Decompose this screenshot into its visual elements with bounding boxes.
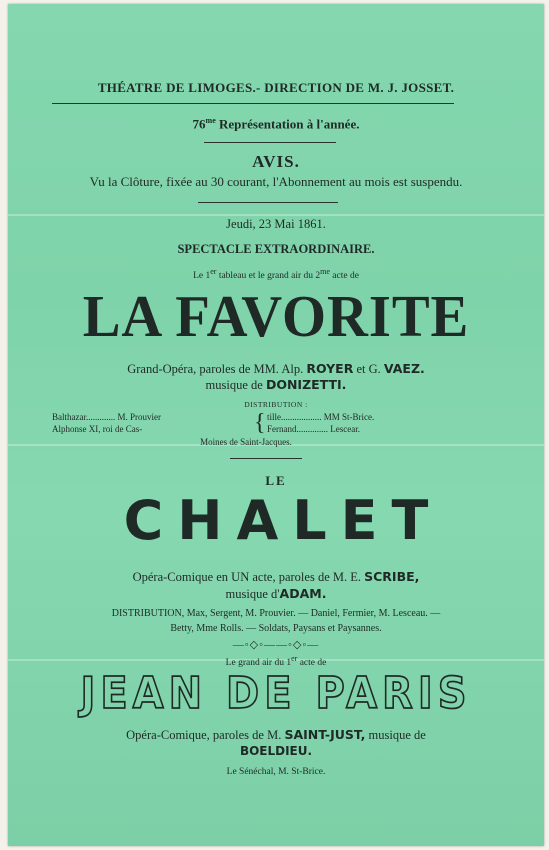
chalet-distribution-1: DISTRIBUTION, Max, Sergent, M. Prouvier. — Daniel, Fermier, M. Lesceau. — <box>111 608 441 619</box>
favorite-music: musique de DONIZETTI. <box>205 377 347 392</box>
distribution-label: DISTRIBUTION : <box>244 400 308 409</box>
favorite-intro: Le 1er tableau et le grand air du $2^{me}$ acte de <box>193 267 359 282</box>
jean-intro: Le grand air du 1er acte de <box>225 654 327 669</box>
jean-title: JEAN DE PARIS <box>80 669 472 719</box>
cast-left-2: Alphonse XI, roi de Cas- <box>52 424 143 434</box>
chalet-title: CHALET <box>123 489 443 552</box>
favorite-title: LA FAVORITE <box>82 283 470 349</box>
jean-composer: BOELDIEU. <box>239 744 313 758</box>
cast-right-1: tille.................. MM St-Brice. <box>267 412 375 422</box>
avis-title: AVIS. <box>252 152 300 171</box>
cast-bottom: Moines de Saint-Jacques. <box>200 437 292 447</box>
chalet-credits: Opéra-Comique en UN acte, paroles de M. E. SCRIBE, <box>132 569 420 584</box>
section-rule <box>230 458 302 459</box>
playbill-sheet <box>8 4 544 846</box>
brace: { <box>254 410 266 436</box>
paper-fold <box>8 214 544 216</box>
ornament-rule <box>198 202 338 203</box>
header-rule <box>52 103 454 104</box>
date-line: Jeudi, 23 Mai 1861. <box>226 217 326 231</box>
theatre-header: THÉATRE DE LIMOGES.- DIRECTION DE M. J. JOSSET. <box>97 80 455 95</box>
jean-credits: Opéra-Comique, paroles de M. SAINT-JUST, musique de <box>126 727 426 742</box>
ornament-rule <box>204 142 336 143</box>
chalet-pre: LE <box>265 473 287 488</box>
favorite-credits: Grand-Opéra, paroles de MM. Alp. ROYER et G. VAEZ. <box>127 361 425 376</box>
chalet-distribution-2: Betty, Mme Rolls. — Soldats, Paysans et Paysannes. <box>170 623 382 634</box>
cast-left-1: Balthazar............. M. Prouvier <box>52 412 161 422</box>
jean-cast: Le Sénéchal, M. St-Brice. <box>226 767 326 777</box>
representation-line: $76^{me}$ Représentation à l'année. <box>192 116 360 132</box>
chalet-music: musique d'ADAM. <box>225 586 327 601</box>
cast-right-2: Fernand.............. Lescear. <box>267 424 360 434</box>
avis-text: Vu la Clôture, fixée au 30 courant, l'Abonnement au mois est suspendu. <box>89 174 463 189</box>
ornament-divider: —◦◇◦——◦◇◦— <box>232 639 320 651</box>
spectacle-heading: SPECTACLE EXTRAORDINAIRE. <box>177 242 375 256</box>
